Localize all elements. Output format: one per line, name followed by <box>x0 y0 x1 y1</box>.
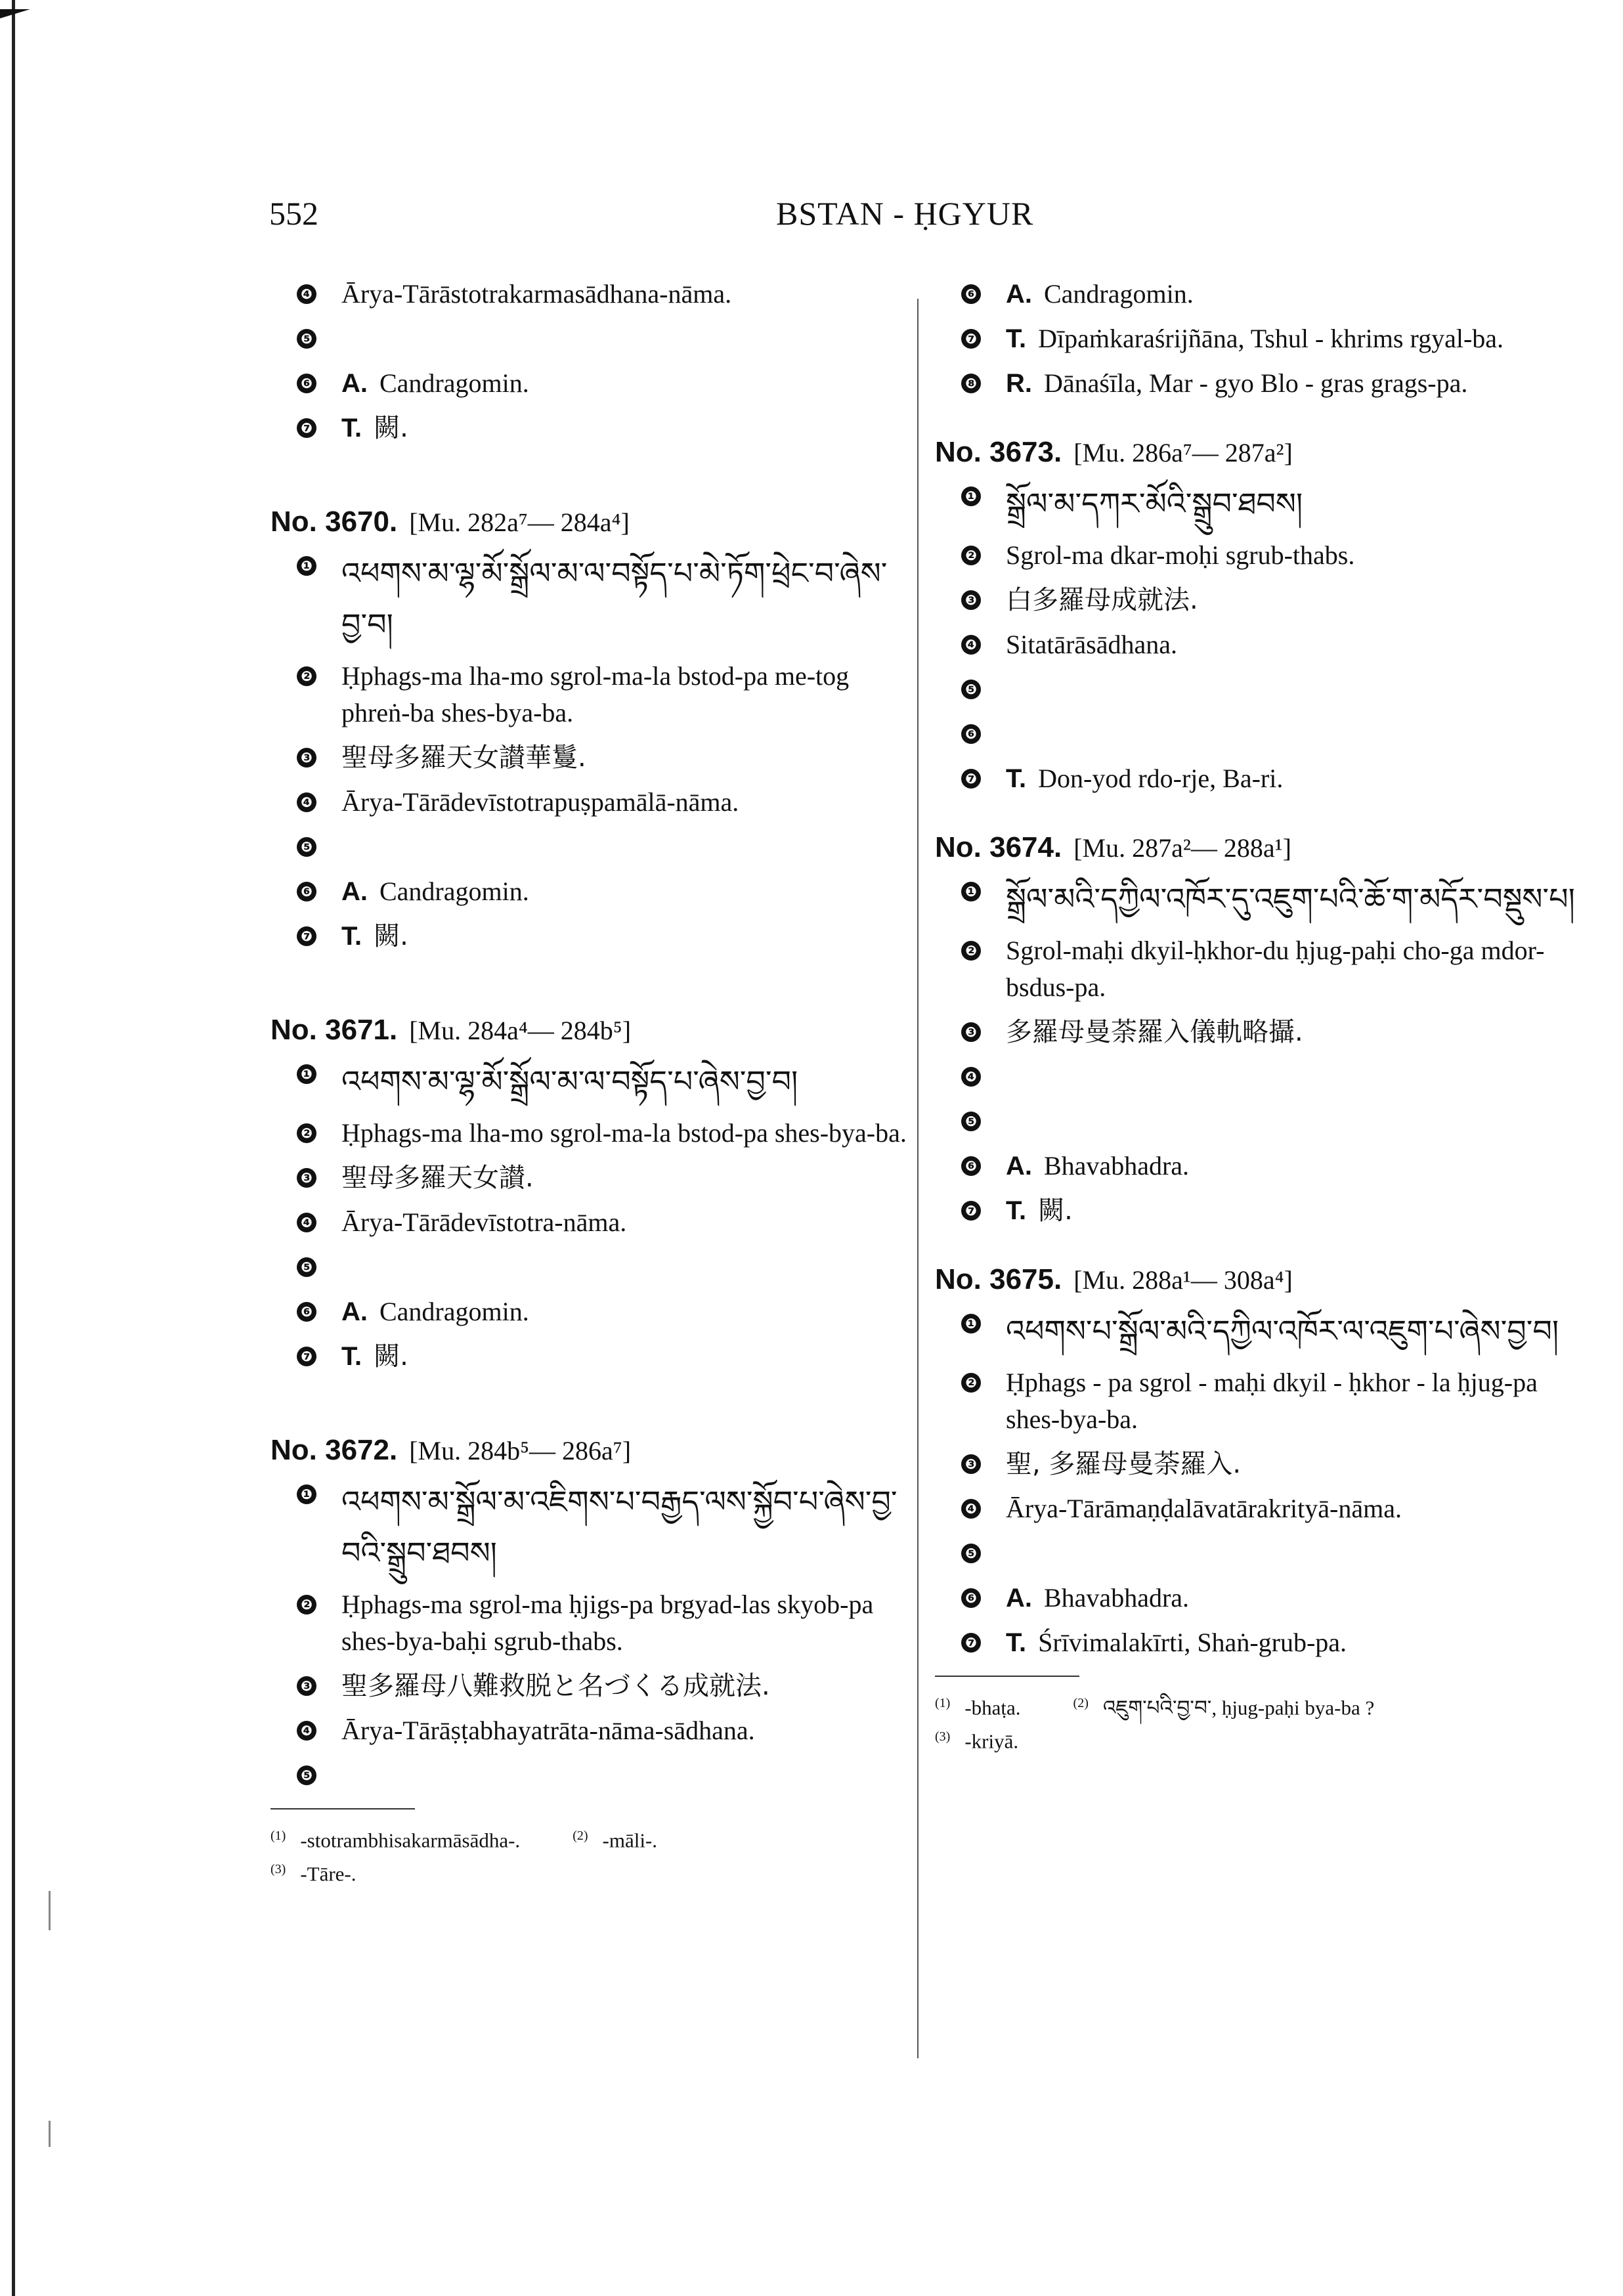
field-number-1: ❶ <box>961 882 981 901</box>
tibetan-title: སྒྲོལ་མ་དཀར་མོའི་སྒྲུབ་ཐབས། <box>1006 486 1303 521</box>
entry-3673 <box>935 436 1578 797</box>
footnotes <box>270 1821 907 1889</box>
author: Bhavabhadra. <box>1044 1151 1190 1180</box>
author-label: A. <box>1006 280 1032 309</box>
footnote-marker: (1) <box>935 1696 951 1710</box>
tibetan-title: འཕགས་མ་ལྷ་མོ་སྒྲོལ་མ་ལ་བསྟོད་པ་ཞེས་བྱ་བ། <box>341 1064 798 1099</box>
left-column <box>270 276 907 1889</box>
translator-label: T. <box>1006 324 1027 353</box>
field-number-2: ❷ <box>297 666 316 686</box>
translator-label: T. <box>1006 1628 1027 1657</box>
reviser-label: R. <box>1006 369 1032 398</box>
sanskrit-title: Sitatārāsādhana. <box>1006 630 1177 659</box>
entry-number: No. 3675. <box>935 1263 1062 1295</box>
reviser: Dānaśīla, Mar - gyo Blo - gras grags-pa. <box>1044 368 1468 398</box>
entry-3675 <box>935 1263 1578 1661</box>
footnote-marker: (3) <box>270 1862 286 1877</box>
chinese-title: 聖, 多羅母曼荼羅入. <box>1006 1449 1242 1479</box>
entry-continued <box>270 276 907 446</box>
field-number-6: ❻ <box>961 724 981 744</box>
field-number-7: ❼ <box>297 926 316 946</box>
entry-number: No. 3671. <box>270 1014 398 1046</box>
translator: 闕. <box>374 921 408 951</box>
sanskrit-title: Ārya-Tārāstotrakarmasādhana-nāma. <box>341 279 732 309</box>
footnote-marker: (2) <box>573 1829 588 1843</box>
tibetan-title: སྒྲོལ་མའི་དཀྱིལ་འཁོར་དུ་འཇུག་པའི་ཆོ་ག་མདོར་བསྡུས་པ། <box>1006 881 1575 917</box>
field-number-2: ❷ <box>961 941 981 961</box>
field-number-4: ❹ <box>297 1213 316 1232</box>
field-number-4: ❹ <box>297 1721 316 1741</box>
right-column <box>935 276 1578 1756</box>
sanskrit-title: Ārya-Tārādevīstotrapuṣpamālā-nāma. <box>341 787 739 817</box>
field-number-6: ❻ <box>961 1156 981 1176</box>
footnote-rule <box>270 1808 415 1809</box>
field-number-2: ❷ <box>961 1373 981 1393</box>
author-label: A. <box>341 1297 368 1326</box>
field-number-3: ❸ <box>297 748 316 768</box>
scan-mark <box>49 2121 51 2147</box>
field-number-6: ❻ <box>961 284 981 304</box>
translator: 闕. <box>374 413 408 443</box>
field-number-4: ❹ <box>961 1499 981 1519</box>
field-number-1: ❶ <box>297 1064 316 1084</box>
field-number-7: ❼ <box>961 1201 981 1221</box>
entry-number: No. 3672. <box>270 1434 398 1466</box>
field-number-4: ❹ <box>297 792 316 812</box>
transliterated-title: Ḥphags - pa sgrol - maḥi dkyil - ḥkhor - la ḥjug-pa shes-bya-ba. <box>1006 1368 1538 1434</box>
field-number-6: ❻ <box>297 1302 316 1322</box>
footnote-text: -bhaṭa. <box>964 1696 1021 1720</box>
author: Bhavabhadra. <box>1044 1583 1190 1613</box>
field-number-7: ❼ <box>961 1633 981 1653</box>
footnote-text: -kriyā. <box>964 1729 1019 1753</box>
chinese-title: 多羅母曼荼羅入儀軌略攝. <box>1006 1017 1303 1047</box>
field-number-1: ❶ <box>297 1484 316 1504</box>
field-number-8: ❽ <box>961 374 981 393</box>
footnote-marker: (3) <box>935 1729 951 1744</box>
field-number-2: ❷ <box>961 546 981 565</box>
tibetan-title: འཕགས་པ་སྒྲོལ་མའི་དཀྱིལ་འཁོར་ལ་འཇུག་པ་ཞེས་བྱ་བ། <box>1006 1313 1559 1349</box>
entry-reference: [Mu. 288a¹— 308a⁴] <box>1073 1265 1293 1295</box>
chinese-title: 白多羅母成就法. <box>1006 585 1198 615</box>
footnote-text: -stotrambhisakarmāsādha-. <box>300 1829 521 1852</box>
author: Candragomin. <box>379 368 529 398</box>
field-number-5: ❺ <box>961 1112 981 1131</box>
entry-reference: [Mu. 286a⁷— 287a²] <box>1073 438 1293 467</box>
translator: Don-yod rdo-rje, Ba-ri. <box>1038 764 1284 793</box>
entry-reference: [Mu. 284b⁵— 286a⁷] <box>409 1436 632 1465</box>
field-number-2: ❷ <box>297 1595 316 1614</box>
transliterated-title: Sgrol-ma dkar-moḥi sgrub-thabs. <box>1006 540 1355 570</box>
entry-number: No. 3674. <box>935 831 1062 863</box>
column-divider <box>917 299 919 2058</box>
field-number-3: ❸ <box>961 590 981 610</box>
field-number-6: ❻ <box>297 882 316 901</box>
scan-mark <box>49 1891 51 1930</box>
footnotes <box>935 1689 1578 1756</box>
entry-number: No. 3673. <box>935 436 1062 468</box>
field-number-7: ❼ <box>297 1347 316 1366</box>
field-number-6: ❻ <box>297 374 316 393</box>
entry-reference: [Mu. 282a⁷— 284a⁴] <box>409 508 630 537</box>
author: Candragomin. <box>1044 279 1194 309</box>
chinese-title: 聖母多羅天女讃華鬘. <box>341 743 586 773</box>
field-number-5: ❺ <box>961 680 981 699</box>
entry-number: No. 3670. <box>270 506 398 538</box>
author-label: A. <box>1006 1584 1032 1613</box>
footnote-marker: (1) <box>270 1829 286 1843</box>
field-number-4: ❹ <box>961 635 981 655</box>
field-number-5: ❺ <box>961 1544 981 1563</box>
transliterated-title: Sgrol-maḥi dkyil-ḥkhor-du ḥjug-paḥi cho-ga mdor-bsdus-pa. <box>1006 936 1545 1002</box>
corner-mark-icon <box>0 9 30 18</box>
field-number-1: ❶ <box>297 556 316 576</box>
footnote-text: -Tāre-. <box>300 1862 357 1886</box>
chinese-title: 聖母多羅天女讃. <box>341 1163 534 1193</box>
field-number-4: ❹ <box>297 284 316 304</box>
entry-reference: [Mu. 287a²— 288a¹] <box>1073 833 1291 863</box>
footnote-marker: (2) <box>1073 1696 1089 1710</box>
field-number-3: ❸ <box>961 1454 981 1474</box>
transliterated-title: Ḥphags-ma sgrol-ma ḥjigs-pa brgyad-las skyob-pa shes-bya-baḥi sgrub-thabs. <box>341 1590 874 1656</box>
entry-continued <box>935 276 1578 402</box>
transliterated-title: Ḥphags-ma lha-mo sgrol-ma-la bstod-pa shes-bya-ba. <box>341 1118 907 1148</box>
author: Candragomin. <box>379 1297 529 1326</box>
field-number-7: ❼ <box>961 769 981 789</box>
field-number-7: ❼ <box>297 418 316 438</box>
field-number-7: ❼ <box>961 329 981 349</box>
field-number-6: ❻ <box>961 1588 981 1608</box>
translator: Śrīvimalakīrti, Shaṅ-grub-pa. <box>1038 1628 1347 1657</box>
chinese-title: 聖多羅母八難救脱と名づくる成就法. <box>341 1671 770 1701</box>
translator: Dīpaṁkaraśrijñāna, Tshul - khrims rgyal-ba. <box>1038 324 1504 353</box>
entry-3670 <box>270 506 907 955</box>
page-number: 552 <box>269 195 318 232</box>
author-label: A. <box>341 877 368 906</box>
field-number-5: ❺ <box>297 837 316 857</box>
field-number-2: ❷ <box>297 1123 316 1143</box>
field-number-5: ❺ <box>297 329 316 349</box>
sanskrit-title: Ārya-Tārāṣṭabhayatrāta-nāma-sādhana. <box>341 1716 755 1745</box>
field-number-3: ❸ <box>297 1168 316 1188</box>
translator: 闕. <box>374 1341 408 1372</box>
translator-label: T. <box>341 1342 362 1371</box>
field-number-1: ❶ <box>961 1314 981 1333</box>
translator-label: T. <box>1006 1196 1027 1225</box>
running-title: BSTAN - ḤGYUR <box>776 195 1034 232</box>
field-number-3: ❸ <box>297 1676 316 1696</box>
field-number-5: ❺ <box>297 1765 316 1785</box>
footnote-text: འཇུག་པའི་བྱ་བ་, ḥjug-paḥi bya-ba ? <box>1102 1696 1375 1720</box>
author-label: A. <box>341 369 368 398</box>
translator-label: T. <box>341 922 362 951</box>
sanskrit-title: Ārya-Tārāmaṇḍalāvatārakrityā-nāma. <box>1006 1494 1402 1523</box>
translator-label: T. <box>341 414 362 443</box>
entry-3671 <box>270 1014 907 1375</box>
tibetan-title: འཕགས་མ་སྒྲོལ་མ་འཇིགས་པ་བརྒྱད་ལས་སྐྱོབ་པ་ཞེས་བྱ་བའི་སྒྲུབ་ཐབས། <box>341 1484 898 1570</box>
sanskrit-title: Ārya-Tārādevīstotra-nāma. <box>341 1207 627 1237</box>
page-edge <box>12 0 15 2296</box>
field-number-4: ❹ <box>961 1067 981 1087</box>
entry-3674 <box>935 831 1578 1229</box>
field-number-5: ❺ <box>297 1257 316 1277</box>
field-number-3: ❸ <box>961 1022 981 1042</box>
entry-3672 <box>270 1434 907 1794</box>
footnote-rule <box>935 1676 1079 1677</box>
footnote-text: -māli-. <box>602 1829 658 1852</box>
author-label: A. <box>1006 1152 1032 1180</box>
field-number-1: ❶ <box>961 487 981 506</box>
entry-reference: [Mu. 284a⁴— 284b⁵] <box>409 1016 632 1045</box>
transliterated-title: Ḥphags-ma lha-mo sgrol-ma-la bstod-pa me-tog phreṅ-ba shes-bya-ba. <box>341 661 850 727</box>
tibetan-title: འཕགས་མ་ལྷ་མོ་སྒྲོལ་མ་ལ་བསྟོད་པ་མེ་ཏོག་ཕྲེང་བ་ཞེས་བྱ་བ། <box>341 555 888 642</box>
translator: 闕. <box>1038 1196 1073 1226</box>
translator-label: T. <box>1006 764 1027 793</box>
author: Candragomin. <box>379 877 529 906</box>
